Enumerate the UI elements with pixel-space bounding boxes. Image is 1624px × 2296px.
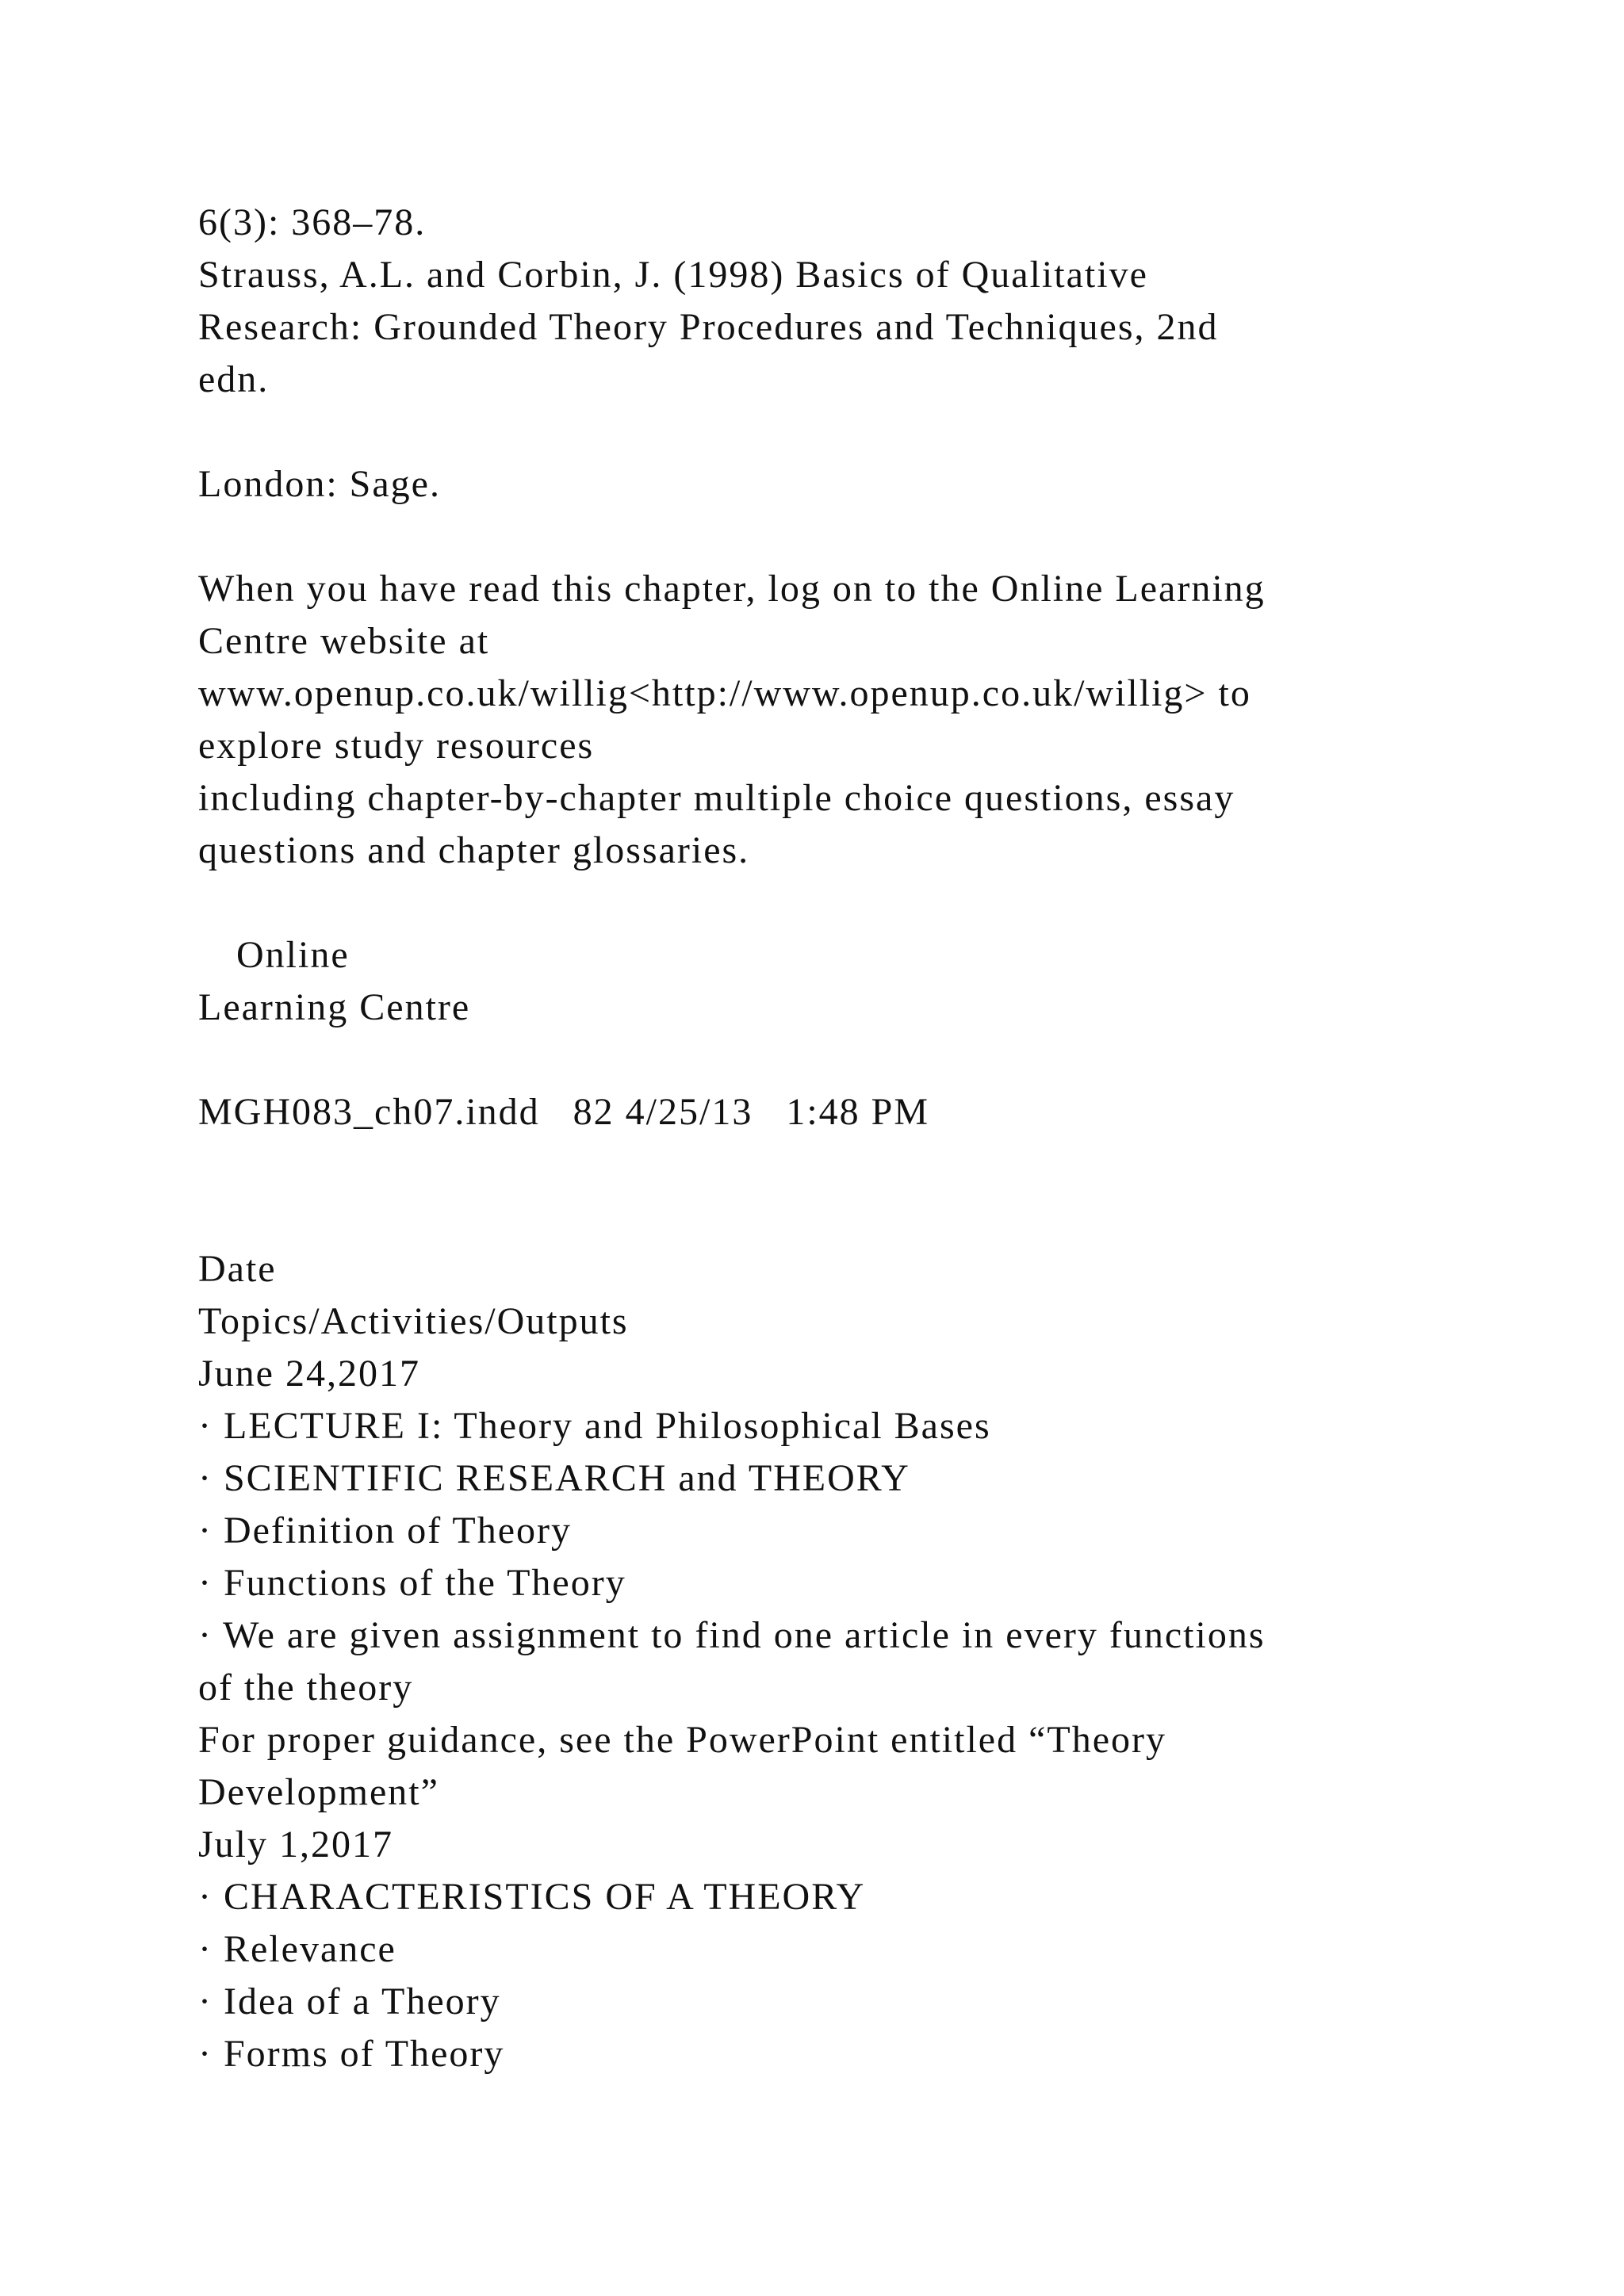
schedule-item: · Functions of the Theory [198, 1562, 626, 1604]
reference-publisher: London: Sage. [198, 463, 441, 505]
footer-slug: MGH083_ch07.indd 82 4/25/13 1:48 PM [198, 1091, 930, 1133]
schedule-item: · CHARACTERISTICS OF A THEORY [198, 1876, 866, 1918]
document-page [198, 197, 1546, 2080]
spacer [198, 1034, 1546, 1086]
reference-entry [198, 197, 1546, 406]
reference-line: Strauss, A.L. and Corbin, J. (1998) Basics of Qualitative [198, 254, 1148, 296]
schedule-entry [198, 1348, 1546, 1819]
schedule-date: July 1,2017 [198, 1823, 394, 1866]
schedule-item: · Idea of a Theory [198, 1980, 501, 2022]
note-line: explore study resources [198, 725, 595, 767]
schedule-item: · We are given assignment to find one article in every functions [198, 1614, 1266, 1656]
schedule-header-topics: Topics/Activities/Outputs [198, 1300, 629, 1342]
reference-line: edn. [198, 358, 270, 400]
schedule-entry [198, 1819, 1546, 2080]
spacer [198, 1138, 1546, 1243]
schedule-item: · Definition of Theory [198, 1510, 573, 1552]
schedule-item: For proper guidance, see the PowerPoint entitled “Theory [198, 1719, 1167, 1761]
reference-line: Research: Grounded Theory Procedures and Techniques, 2nd [198, 306, 1219, 348]
note-line: Centre website at [198, 620, 490, 662]
schedule-header-date: Date [198, 1248, 277, 1290]
olc-label-line: Learning Centre [198, 986, 471, 1028]
schedule-item: · Forms of Theory [198, 2033, 505, 2075]
schedule-item: Development” [198, 1771, 439, 1813]
olc-label [198, 929, 1546, 1034]
spacer [198, 877, 1546, 929]
spacer [198, 406, 1546, 458]
spacer [198, 511, 1546, 563]
schedule-item: of the theory [198, 1667, 414, 1709]
note-line: including chapter-by-chapter multiple choice questions, essay [198, 777, 1235, 819]
schedule-item: · SCIENTIFIC RESEARCH and THEORY [198, 1457, 910, 1499]
note-line: questions and chapter glossaries. [198, 829, 750, 871]
schedule-item: · Relevance [198, 1928, 396, 1970]
schedule [198, 1243, 1546, 2080]
online-learning-note [198, 563, 1546, 877]
schedule-item: · LECTURE I: Theory and Philosophical Bases [198, 1405, 991, 1447]
note-line: When you have read this chapter, log on to the Online Learning [198, 568, 1266, 610]
reference-line: 6(3): 368–78. [198, 201, 427, 243]
olc-label-line: Online [236, 934, 350, 976]
note-line-url[interactable]: www.openup.co.uk/willig<http://www.openup.co.uk/willig> to [198, 672, 1251, 714]
schedule-date: June 24,2017 [198, 1353, 420, 1395]
